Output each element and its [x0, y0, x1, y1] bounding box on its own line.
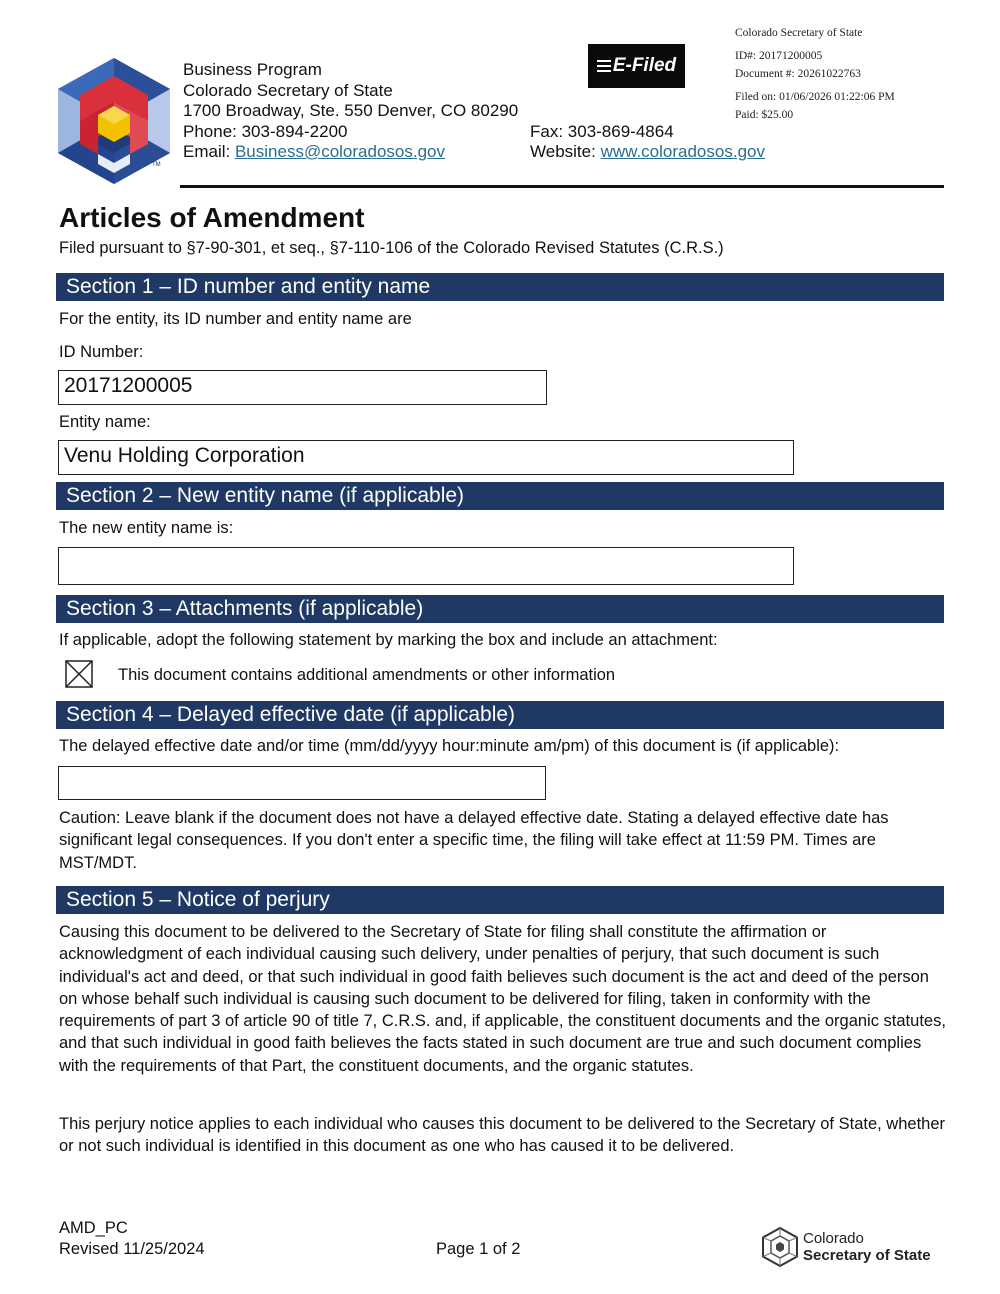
delayed-date-label: The delayed effective date and/or time (mm/dd/yyyy hour:minute am/pm) of this document is (if applicable):	[59, 737, 840, 755]
new-entity-name-label: The new entity name is:	[59, 519, 234, 537]
section-1-heading: Section 1 – ID number and entity name	[56, 273, 944, 301]
header-website	[530, 142, 765, 163]
efiled-lines-icon	[597, 57, 611, 75]
section-3-heading: Section 3 – Attachments (if applicable)	[56, 595, 944, 623]
document-title: Articles of Amendment	[59, 202, 365, 233]
footer-sos-logo-icon	[760, 1226, 800, 1268]
delayed-date-caution: Caution: Leave blank if the document does not have a delayed effective date. Stating a delayed effective date has significant legal consequences. If you don't enter a specific time, the filing will take effect at 11:59 PM. Times are MST/MDT.	[59, 809, 889, 872]
header-org-line: Business Program	[183, 60, 322, 79]
section-4-heading: Section 4 – Delayed effective date (if applicable)	[56, 701, 944, 729]
footer-revised: Revised 11/25/2024	[59, 1240, 205, 1258]
entity-name-label: Entity name:	[59, 413, 151, 431]
stamp-agency: Colorado Secretary of State	[735, 27, 863, 39]
stamp-document: Document #: 20261022763	[735, 68, 861, 80]
stamp-filed-on: Filed on: 01/06/2026 01:22:06 PM	[735, 91, 895, 103]
section-1-intro: For the entity, its ID number and entity name are	[59, 310, 412, 328]
section-5-heading: Section 5 – Notice of perjury	[56, 886, 944, 914]
stamp-paid: Paid: $25.00	[735, 109, 794, 121]
website-link[interactable]: www.coloradosos.gov	[600, 142, 765, 161]
email-label: Email:	[183, 142, 235, 161]
perjury-paragraph-2: This perjury notice applies to each individual who causes this document to be delivered to the Secretary of State, whether or not such individual is identified in this document as one who has caused it to be delivered.	[59, 1115, 945, 1156]
header-org-line: Colorado Secretary of State	[183, 80, 393, 100]
header-divider	[180, 185, 944, 188]
attachments-checkbox[interactable]	[65, 660, 93, 688]
document-subtitle: Filed pursuant to §7-90-301, et seq., §7-110-106 of the Colorado Revised Statutes (C.R.S.)	[59, 239, 724, 257]
header-email	[183, 142, 445, 163]
website-label: Website:	[530, 142, 601, 161]
id-number-field[interactable]: 20171200005	[58, 370, 547, 405]
footer-logo-line1: Colorado	[803, 1230, 864, 1247]
delayed-date-field[interactable]	[58, 766, 546, 800]
perjury-paragraph-1: Causing this document to be delivered to the Secretary of State for filing shall constitute the affirmation or acknowledgment of each individual causing such delivery, under penalties of perjury, that such document is such individual's act and deed, or that such individual in good faith believes such document is the act and deed of the person on whose behalf such individual is causing such document to be delivered for filing, taken in conformity with the requirements of part 3 of article 90 of title 7, C.R.S. and, if applicable, the constituent documents and the organic statutes, and that such individual in good faith believes the facts stated in such document are true and such document complies with the requirements of that Part, the constituent documents, and the organic statutes.	[59, 923, 946, 1075]
footer-form-code: AMD_PC	[59, 1219, 128, 1237]
header-address: 1700 Broadway, Ste. 550 Denver, CO 80290	[183, 101, 519, 120]
stamp-id: ID#: 20171200005	[735, 50, 823, 62]
section-3-intro: If applicable, adopt the following statement by marking the box and include an attachment:	[59, 631, 718, 649]
colorado-sos-logo: TM	[58, 58, 170, 184]
header-phone: Phone: 303-894-2200	[183, 121, 348, 141]
attachments-checkbox-label: This document contains additional amendments or other information	[118, 666, 616, 684]
id-number-label: ID Number:	[59, 343, 144, 361]
efiled-text: E-Filed	[612, 55, 677, 76]
header-fax: Fax: 303-869-4864	[530, 121, 674, 141]
efiled-badge	[588, 44, 685, 88]
new-entity-name-field[interactable]	[58, 547, 794, 585]
footer-page-number: Page 1 of 2	[436, 1240, 521, 1258]
section-2-heading: Section 2 – New entity name (if applicable)	[56, 482, 944, 510]
footer-logo-line2: Secretary of State	[803, 1247, 931, 1264]
email-link[interactable]: Business@coloradosos.gov	[234, 142, 446, 161]
entity-name-field[interactable]: Venu Holding Corporation	[58, 440, 794, 475]
checkbox-x-icon	[65, 660, 93, 688]
